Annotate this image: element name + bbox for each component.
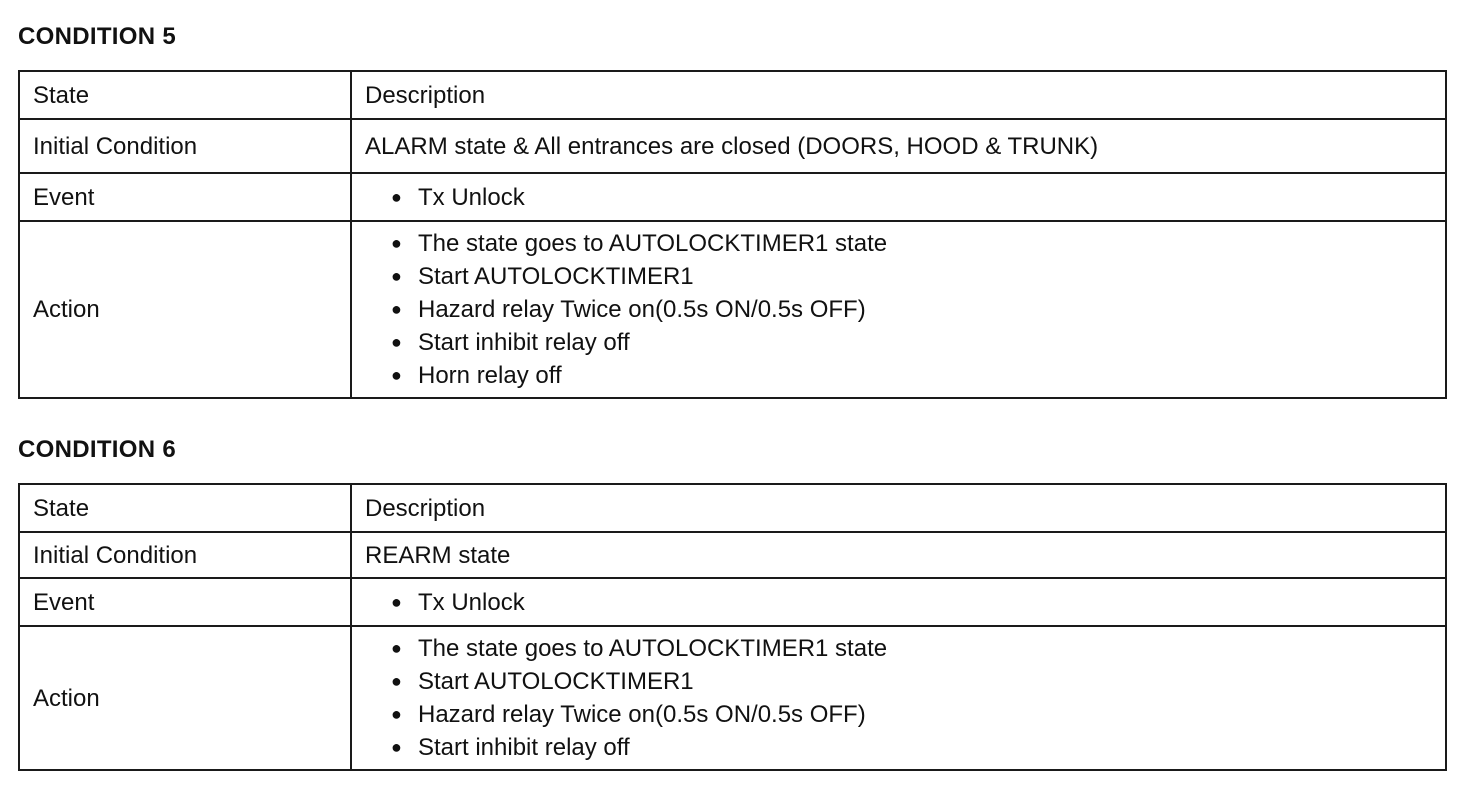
action-row (19, 626, 1446, 770)
description-header: Description (351, 484, 1446, 532)
list-item: ● Start AUTOLOCKTIMER1 (391, 260, 1445, 293)
bullet-icon: ● (391, 233, 402, 253)
bullet-icon: ● (391, 266, 402, 286)
description-header: Description (351, 71, 1446, 119)
list-item: ● The state goes to AUTOLOCKTIMER1 state (391, 632, 1445, 665)
list-item: ● Hazard relay Twice on(0.5s ON/0.5s OFF) (391, 698, 1445, 731)
event-list (365, 586, 1445, 619)
bullet-icon: ● (391, 737, 402, 757)
initial-condition-label: Initial Condition (19, 532, 351, 578)
bullet-icon: ● (391, 365, 402, 385)
table-header-row (19, 484, 1446, 532)
list-item: ● The state goes to AUTOLOCKTIMER1 state (391, 227, 1445, 260)
bullet-icon: ● (391, 186, 402, 207)
bullet-icon: ● (391, 638, 402, 658)
event-label: Event (19, 173, 351, 221)
list-item: ● Horn relay off (391, 359, 1445, 392)
event-label: Event (19, 578, 351, 626)
condition-5-heading: CONDITION 5 (18, 23, 176, 50)
list-item: ● Start AUTOLOCKTIMER1 (391, 665, 1445, 698)
bullet-icon: ● (391, 591, 402, 612)
list-item: ● Start inhibit relay off (391, 731, 1445, 764)
list-item: ● Tx Unlock (391, 586, 1445, 619)
initial-condition-label: Initial Condition (19, 119, 351, 173)
condition-6-heading: CONDITION 6 (18, 436, 176, 463)
table-header-row (19, 71, 1446, 119)
bullet-icon: ● (391, 671, 402, 691)
list-item: ● Start inhibit relay off (391, 326, 1445, 359)
event-list (365, 181, 1445, 214)
event-row (19, 173, 1446, 221)
state-header: State (19, 71, 351, 119)
bullet-icon: ● (391, 332, 402, 352)
condition-5-table (18, 70, 1447, 399)
list-item: ● Hazard relay Twice on(0.5s ON/0.5s OFF) (391, 293, 1445, 326)
initial-condition-row (19, 119, 1446, 173)
condition-6-table (18, 483, 1447, 771)
action-value (351, 626, 1446, 770)
bullet-icon: ● (391, 299, 402, 319)
action-label: Action (19, 626, 351, 770)
event-value (351, 173, 1446, 221)
list-item: ● Tx Unlock (391, 181, 1445, 214)
state-header: State (19, 484, 351, 532)
event-value (351, 578, 1446, 626)
initial-condition-row (19, 532, 1446, 578)
action-value (351, 221, 1446, 398)
action-label: Action (19, 221, 351, 398)
action-list (365, 227, 1445, 392)
bullet-icon: ● (391, 704, 402, 724)
action-row (19, 221, 1446, 398)
action-list (365, 632, 1445, 764)
initial-condition-value: ALARM state & All entrances are closed (DOORS, HOOD & TRUNK) (351, 119, 1446, 173)
event-row (19, 578, 1446, 626)
initial-condition-value: REARM state (351, 532, 1446, 578)
